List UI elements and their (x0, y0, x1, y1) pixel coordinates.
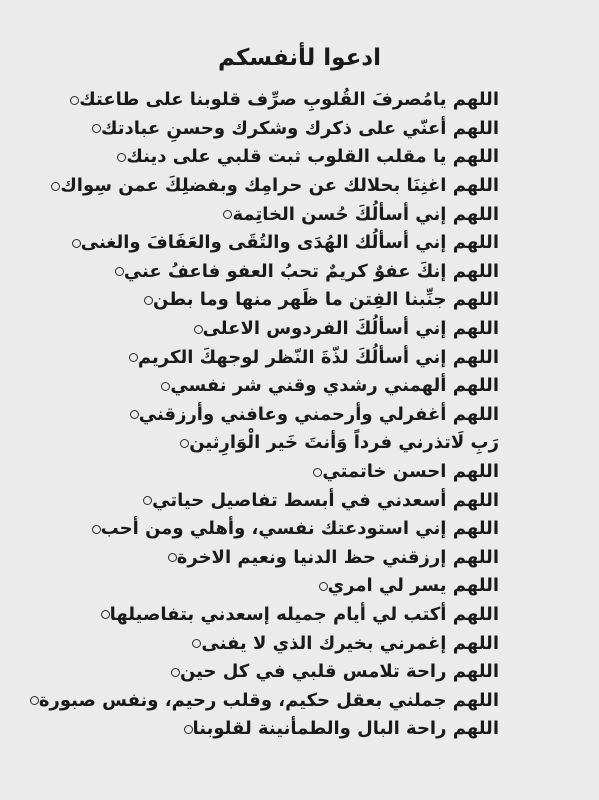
circle-bullet-icon (130, 410, 139, 419)
circle-bullet-icon (70, 96, 79, 105)
circle-bullet-icon (171, 668, 180, 677)
list-item (0, 486, 599, 515)
dua-text: اللهم إني أسألُكَ حُسن الخاتِمة (232, 203, 499, 225)
circle-bullet-icon (194, 325, 203, 334)
list-item (0, 372, 599, 401)
dua-text: اللهم أسعدني في أبسط تفاصيل حياتي (152, 489, 499, 511)
list-item (0, 286, 599, 315)
dua-text: اللهم راحة تلامس قلبي في كل حين (179, 661, 499, 683)
circle-bullet-icon (117, 153, 126, 162)
dua-text: اللهم يسر لي امري (327, 575, 499, 597)
circle-bullet-icon (92, 525, 101, 534)
circle-bullet-icon (72, 239, 81, 248)
list-item (0, 544, 599, 573)
list-item (0, 429, 599, 458)
circle-bullet-icon (101, 610, 110, 619)
list-item (0, 658, 599, 687)
list-item (0, 172, 599, 201)
circle-bullet-icon (180, 439, 189, 448)
page-title: ادعوا لأنفسكم (218, 45, 381, 71)
list-item (0, 229, 599, 258)
dua-text: اللهم إني أسألُكَ لذّةَ النّظر لوجهكَ الكريم (137, 346, 499, 368)
list-item (0, 686, 599, 715)
list-item (0, 629, 599, 658)
dua-text: اللهم إرزقني حظ الدنيا ونعيم الاخرة (176, 546, 499, 568)
list-item (0, 572, 599, 601)
circle-bullet-icon (30, 696, 39, 705)
dua-text: اللهم أكتب لي أيام جميله إسعدني بتفاصيلها (109, 603, 499, 625)
list-item (0, 115, 599, 144)
dua-text: اللهم اغنِنَا بحلالك عن حرامِك وبفضلِكَ عمن سِواك (60, 175, 499, 197)
dua-text: رَبِ لَاتذرني فرداً وَأنتَ خَير الْوَارِثين (189, 432, 499, 454)
list-item (0, 401, 599, 430)
dua-text: اللهم أعنّي على ذكرك وشكرك وحسنِ عبادتك (100, 117, 499, 139)
dua-text: اللهم جملني بعقل حكيم، وقلب رحيم، ونفس صبورة (38, 689, 499, 711)
circle-bullet-icon (144, 296, 153, 305)
dua-text: اللهم إغمرني بخيرك الذي لا يفنى (201, 632, 499, 654)
circle-bullet-icon (143, 496, 152, 505)
circle-bullet-icon (129, 353, 138, 362)
list-item (0, 343, 599, 372)
list-item (0, 86, 599, 115)
list-item (0, 458, 599, 487)
dua-text: اللهم راحة البال والطمأنينة لقلوبنا (192, 718, 499, 740)
circle-bullet-icon (184, 725, 193, 734)
circle-bullet-icon (92, 124, 101, 133)
circle-bullet-icon (161, 382, 170, 391)
dua-text: اللهم إني أسألُك الهُدَى والتُقَى والعَفَافَ والغنى (80, 232, 499, 254)
circle-bullet-icon (192, 639, 201, 648)
dua-text: اللهم إني استودعتك نفسي، وأهلي ومن أحب (100, 518, 499, 540)
circle-bullet-icon (313, 468, 322, 477)
list-item (0, 143, 599, 172)
circle-bullet-icon (115, 267, 124, 276)
dua-list (0, 86, 599, 744)
list-item (0, 601, 599, 630)
dua-text: اللهم إني أسألُكَ الفردوس الاعلى (202, 318, 499, 340)
dua-text: اللهم ألهمني رشدي وقني شر نفسي (170, 375, 499, 397)
circle-bullet-icon (319, 582, 328, 591)
circle-bullet-icon (51, 182, 60, 191)
list-item (0, 515, 599, 544)
dua-text: اللهم جنِّبنا الفِتن ما ظَهر منها وما بطن (153, 289, 499, 311)
dua-text: اللهم يا مقلب القلوب ثبت قلبي على دينك (126, 146, 499, 168)
circle-bullet-icon (168, 553, 177, 562)
dua-text: اللهم إنكَ عفوٌ كريمٌ تحبُ العفو فاعفُ عني (123, 260, 499, 282)
dua-text: اللهم أغفرلي وأرحمني وعافني وأرزقني (138, 403, 499, 425)
list-item (0, 315, 599, 344)
dua-text: اللهم احسن خاتمتي (322, 461, 499, 483)
list-item (0, 258, 599, 287)
list-item (0, 715, 599, 744)
dua-text: اللهم يامُصرفَ القُلوبِ صرِّف قلوبنا على طاعتك (79, 89, 499, 111)
circle-bullet-icon (223, 210, 232, 219)
list-item (0, 200, 599, 229)
